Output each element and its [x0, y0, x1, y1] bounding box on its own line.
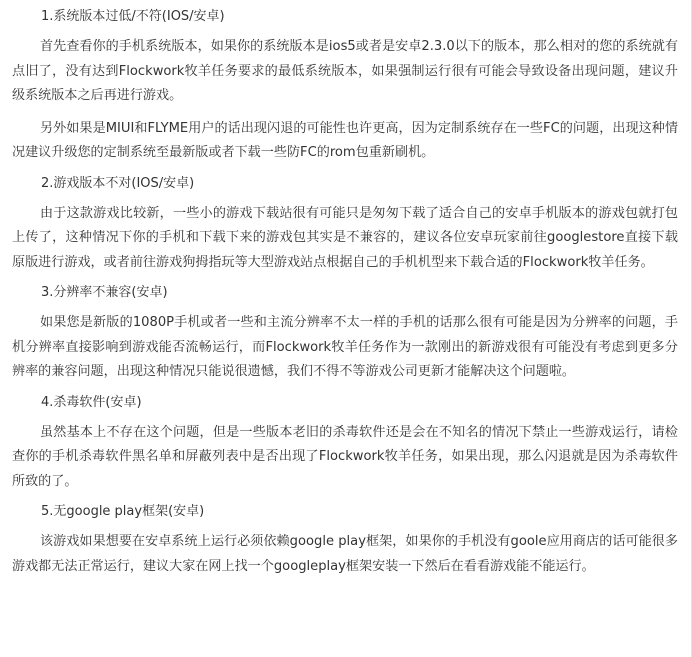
paragraph: 另外如果是MIUI和FLYME用户的话出现闪退的可能性也许更高，因为定制系统存在一些FC的问题，出现这种情况建议升级您的定制系统至最新版或者下载一些防FC的rom包重新刷机。	[12, 120, 678, 160]
section-resolution	[12, 283, 678, 385]
paragraph: 该游戏如果想要在安卓系统上运行必须依赖google play框架，如果你的手机没有goole应用商店的话可能很多游戏都无法正常运行，建议大家在网上找一个googleplay框架安装一下然后在看看游戏能不能运行。	[12, 534, 678, 574]
paragraph: 虽然基本上不存在这个问题，但是一些版本老旧的杀毒软件还是会在不知名的情况下禁止一些游戏运行，请检查你的手机杀毒软件黑名单和屏蔽列表中是否出现了Flockwork牧羊任务，如果出现，那么闪退就是因为杀毒软件所致的了。	[12, 424, 678, 489]
paragraph: 如果您是新版的1080P手机或者一些和主流分辨率不太一样的手机的话那么很有可能是因为分辨率的问题，手机分辨率直接影响到游戏能否流畅运行，而Flockwork牧羊任务作为一款刚出的新游戏很有可能没有考虑到更多分辨率的兼容问题，出现这种情况只能说很遗憾，我们不得不等游戏公司更新才能解决这个问题啦。	[12, 315, 678, 379]
section-title: 3.分辨率不兼容(安卓)	[41, 285, 168, 300]
section-google-play	[12, 502, 678, 579]
paragraph: 首先查看你的手机系统版本，如果你的系统版本是ios5或者是安卓2.3.0以下的版本，那么相对的您的系统就有点旧了，没有达到Flockwork牧羊任务要求的最低系统版本，如果强制运行很有可能会导致设备出现问题，建议升级系统版本之后再进行游戏。	[12, 39, 678, 103]
section-title: 5.无google play框架(安卓)	[41, 504, 205, 519]
section-title: 4.杀毒软件(安卓)	[41, 394, 142, 410]
section-game-version	[12, 174, 678, 276]
section-title: 2.游戏版本不对(IOS/安卓)	[41, 175, 195, 191]
paragraph: 由于这款游戏比较新，一些小的游戏下载站很有可能只是匆匆下载了适合自己的安卓手机版本的游戏包就打包上传了，这种情况下你的手机和下载下来的游戏包其实是不兼容的，建议各位安卓玩家前往googlestore直接下载原版进行游戏，或者前往游戏狗拇指玩等大型游戏站点根据自己的手机机型来下载合适的Flockwork牧羊任务。	[12, 205, 678, 270]
section-title: 1.系统版本过低/不符(IOS/安卓)	[41, 9, 225, 24]
section-system-version	[12, 7, 678, 166]
section-antivirus	[12, 393, 678, 495]
